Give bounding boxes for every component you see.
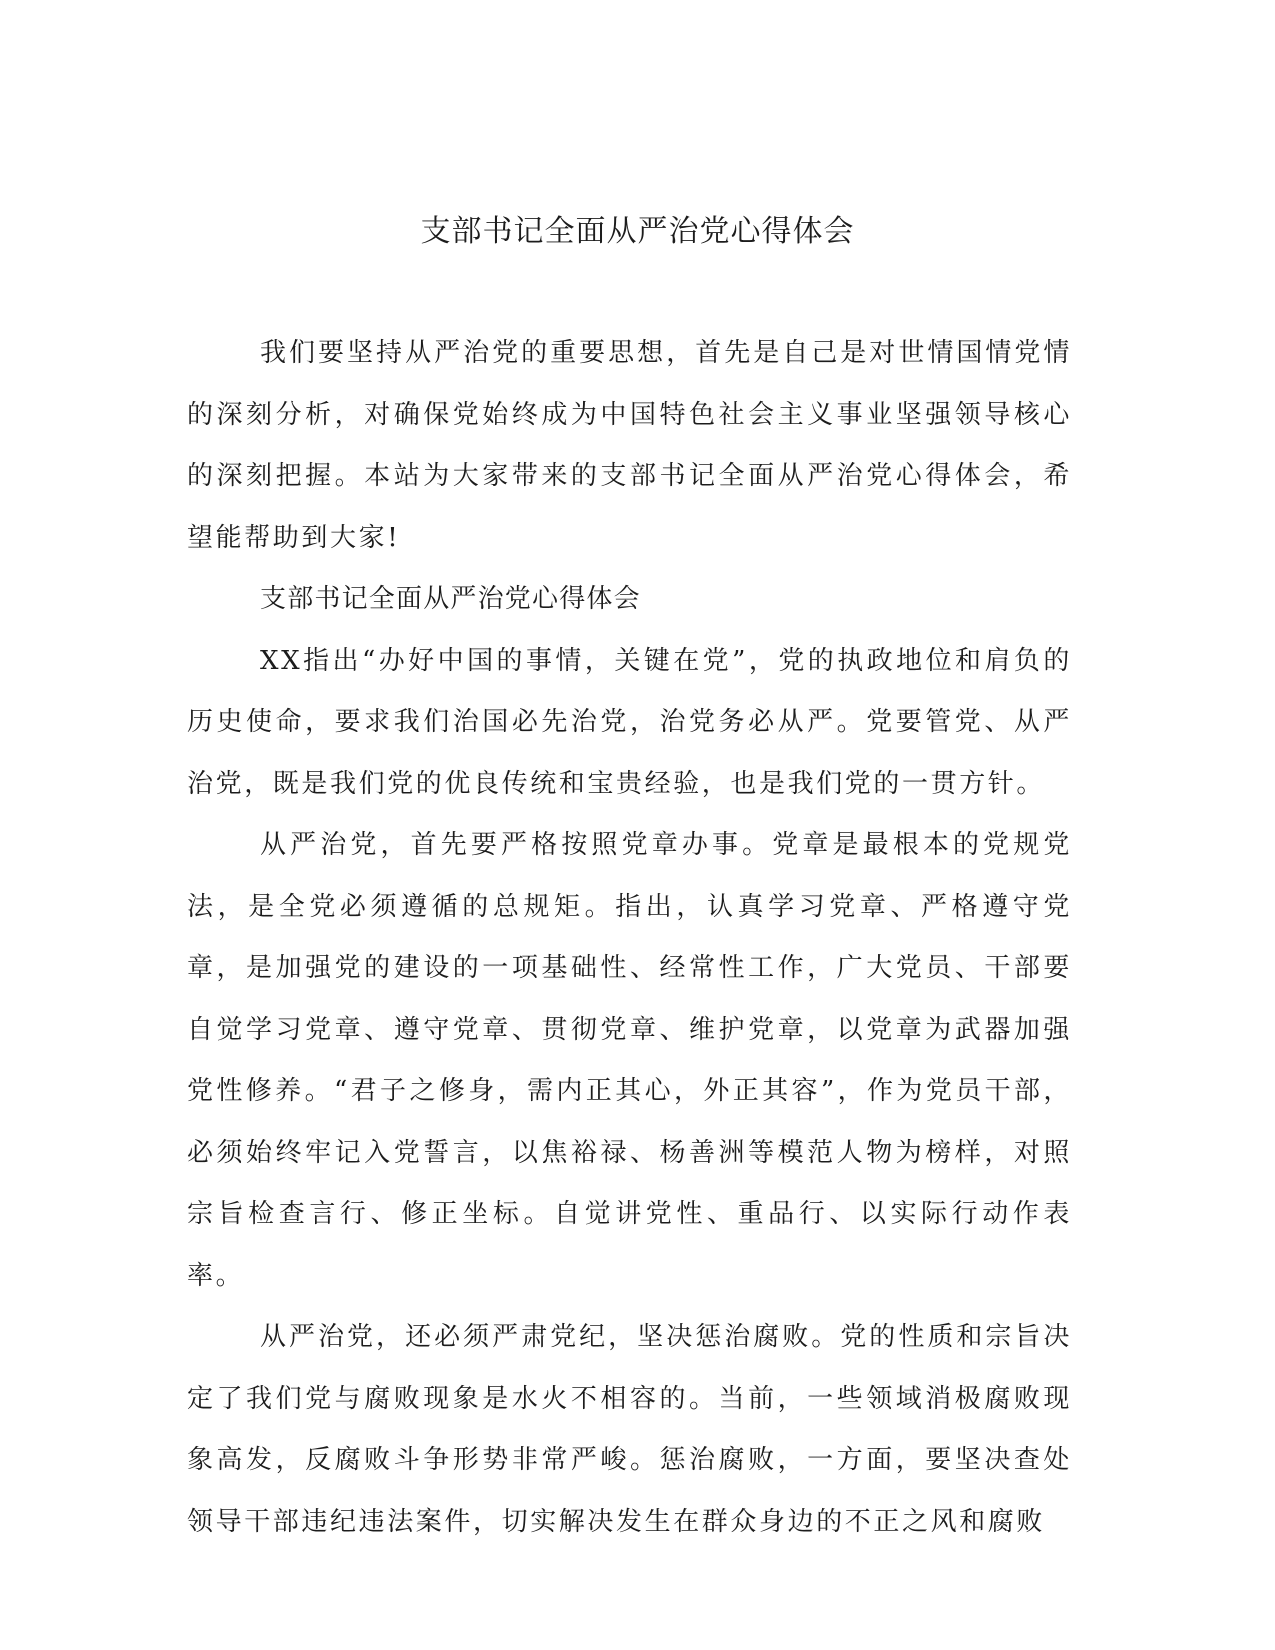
document-title: 支部书记全面从严治党心得体会	[420, 214, 855, 249]
body-paragraph: 从严治党，还必须严肃党纪，坚决惩治腐败。党的性质和宗旨决定了我们党与腐败现象是水火不相容的。当前，一些领域消极腐败现象高发，反腐败斗争形势非常严峻。惩治腐败，一方面，要坚决查处领导干部违纪违法案件，切实解决发生在群众身边的不正之风和腐败	[187, 1322, 1072, 1537]
document-body	[187, 323, 1072, 1553]
body-paragraph: 从严治党，首先要严格按照党章办事。党章是最根本的党规党法，是全党必须遵循的总规矩。指出，认真学习党章、严格遵守党章，是加强党的建设的一项基础性、经常性工作，广大党员、干部要自觉学习党章、遵守党章、贯彻党章、维护党章，以党章为武器加强党性修养。“君子之修身，需内正其心，外正其容”，作为党员干部，必须始终牢记入党誓言，以焦裕禄、杨善洲等模范人物为榜样，对照宗旨检查言行、修正坐标。自觉讲党性、重品行、以实际行动作表率。	[187, 830, 1072, 1291]
section-heading: 支部书记全面从严治党心得体会	[260, 584, 641, 614]
body-paragraph: XX指出“办好中国的事情，关键在党”，党的执政地位和肩负的历史使命，要求我们治国必先治党，治党务必从严。党要管党、从严治党，既是我们党的优良传统和宝贵经验，也是我们党的一贯方针。	[187, 645, 1072, 799]
intro-paragraph: 我们要坚持从严治党的重要思想，首先是自己是对世情国情党情的深刻分析，对确保党始终成为中国特色社会主义事业坚强领导核心的深刻把握。本站为大家带来的支部书记全面从严治党心得体会，希望能帮助到大家!	[187, 338, 1072, 553]
